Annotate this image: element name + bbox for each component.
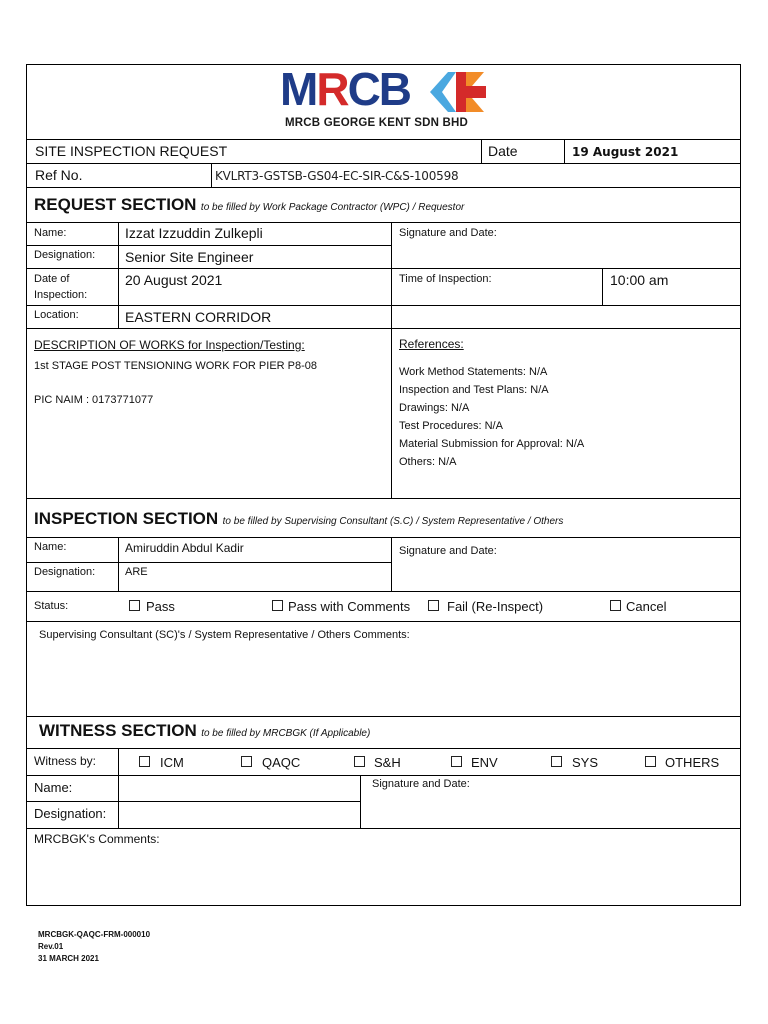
witness-section-note: to be filled by MRCBGK (If Applicable): [201, 728, 371, 739]
witness-qaqc-checkbox[interactable]: [241, 756, 252, 767]
witness-env-label: ENV: [471, 755, 498, 770]
witness-section-heading: [39, 721, 370, 741]
location-label: Location:: [34, 309, 79, 321]
witness-sh-checkbox[interactable]: [354, 756, 365, 767]
inspection-date-label-line2: Inspection:: [34, 289, 88, 301]
logo-letter-r: R: [316, 63, 348, 115]
witness-sys-checkbox[interactable]: [551, 756, 562, 767]
inspector-signature-label: Signature and Date:: [399, 545, 497, 557]
request-name-value[interactable]: Izzat Izzuddin Zulkepli: [125, 225, 263, 241]
status-fail-label: Fail (Re-Inspect): [447, 599, 544, 614]
witness-icm-checkbox[interactable]: [139, 756, 150, 767]
mrcbgk-comments-label: MRCBGK's Comments:: [34, 832, 160, 846]
witness-section-title: WITNESS SECTION: [39, 721, 197, 740]
reference-item: Others: N/A: [399, 456, 457, 468]
witness-name-field[interactable]: [119, 776, 359, 800]
status-label: Status:: [34, 600, 69, 612]
reference-item: Material Submission for Approval: N/A: [399, 438, 585, 450]
location-value[interactable]: EASTERN CORRIDOR: [125, 309, 272, 325]
ref-no-label: Ref No.: [35, 167, 83, 183]
status-fail-checkbox[interactable]: [428, 600, 439, 611]
witness-sys-label: SYS: [572, 755, 599, 770]
witness-others-checkbox[interactable]: [645, 756, 656, 767]
request-name-label: Name:: [34, 227, 67, 239]
logo-letters-cb: CB: [347, 63, 411, 115]
reference-item: Inspection and Test Plans: N/A: [399, 384, 549, 396]
status-pass-label: Pass: [146, 599, 175, 614]
header-date-label: Date: [488, 143, 518, 159]
mrcbgk-comments-area[interactable]: [27, 848, 740, 904]
inspector-designation-label: Designation:: [34, 566, 96, 578]
witness-designation-label: Designation:: [34, 806, 107, 821]
inspection-section-title: INSPECTION SECTION: [34, 509, 219, 528]
footer-form-number: MRCBGK-QAQC-FRM-000010: [38, 930, 151, 939]
status-pass-with-comments-checkbox[interactable]: [272, 600, 283, 611]
reference-item: Test Procedures: N/A: [399, 420, 503, 432]
consultant-comments-area[interactable]: [27, 645, 740, 715]
request-section-title: REQUEST SECTION: [34, 195, 197, 214]
inspection-section-note: to be filled by Supervising Consultant (S.C) / System Representative / Others: [222, 516, 564, 527]
logo-letter-m: M: [280, 63, 317, 115]
request-designation-label: Designation:: [34, 249, 96, 261]
status-cancel-label: Cancel: [626, 599, 667, 614]
request-designation-value[interactable]: Senior Site Engineer: [125, 249, 254, 265]
pic-contact: PIC NAIM : 0173771077: [34, 394, 154, 406]
status-cancel-checkbox[interactable]: [610, 600, 621, 611]
witness-others-label: OTHERS: [665, 755, 720, 770]
inspector-designation-value[interactable]: ARE: [125, 566, 148, 578]
company-logo: [280, 63, 490, 132]
footer-revision: Rev.01: [38, 942, 64, 951]
description-value[interactable]: 1st STAGE POST TENSIONING WORK FOR PIER P8-08: [34, 360, 318, 372]
reference-item: Work Method Statements: N/A: [399, 366, 548, 378]
witness-sh-label: S&H: [374, 755, 401, 770]
inspection-date-label-line1: Date of: [34, 273, 70, 285]
logo-emblem-icon: [426, 70, 488, 114]
form-title: SITE INSPECTION REQUEST: [35, 143, 228, 159]
header-date-value: 19 August 2021: [572, 145, 679, 159]
witness-icm-label: ICM: [160, 755, 184, 770]
witness-env-checkbox[interactable]: [451, 756, 462, 767]
request-signature-label: Signature and Date:: [399, 227, 497, 239]
status-pass-checkbox[interactable]: [129, 600, 140, 611]
inspection-time-value[interactable]: 10:00 am: [610, 272, 669, 288]
inspection-time-label: Time of Inspection:: [399, 273, 492, 285]
footer-date: 31 MARCH 2021: [38, 954, 99, 963]
request-section-heading: [34, 195, 464, 215]
description-label: DESCRIPTION OF WORKS for Inspection/Testing:: [34, 338, 305, 352]
references-label: References:: [399, 337, 464, 351]
ref-no-value: KVLRT3-GSTSB-GS04-EC-SIR-C&S-100598: [215, 169, 459, 183]
inspector-name-label: Name:: [34, 541, 67, 553]
reference-item: Drawings: N/A: [399, 402, 470, 414]
inspector-name-value[interactable]: Amiruddin Abdul Kadir: [125, 541, 244, 555]
witness-qaqc-label: QAQC: [262, 755, 301, 770]
logo-company-name: MRCB GEORGE KENT SDN BHD: [285, 117, 469, 129]
inspection-section-heading: [34, 509, 563, 529]
witness-by-label: Witness by:: [34, 754, 97, 768]
witness-signature-label: Signature and Date:: [372, 778, 470, 790]
status-pass-with-comments-label: Pass with Comments: [288, 599, 411, 614]
request-section-note: to be filled by Work Package Contractor (WPC) / Requestor: [200, 202, 465, 213]
witness-name-label: Name:: [34, 780, 73, 795]
inspection-date-value[interactable]: 20 August 2021: [125, 272, 223, 288]
witness-designation-field[interactable]: [119, 802, 359, 827]
consultant-comments-label: Supervising Consultant (SC)'s / System Representative / Others Comments:: [39, 629, 410, 641]
